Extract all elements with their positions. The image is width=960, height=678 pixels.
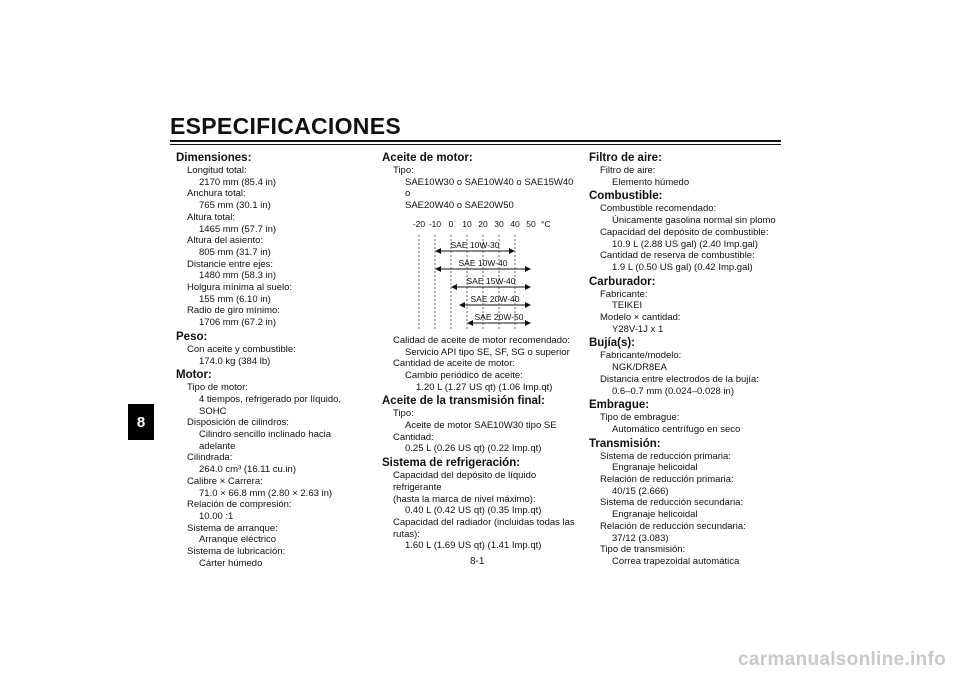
spec-label: rutas): xyxy=(393,528,420,540)
spec-value: SAE10W30 o SAE10W40 o SAE15W40 o xyxy=(405,176,574,200)
spec-value: Arranque eléctrico xyxy=(199,534,277,546)
column-3 xyxy=(589,150,789,568)
spec-value: 264.0 cm³ (16.11 cu.in) xyxy=(199,464,296,476)
spec-label: Tipo: xyxy=(393,408,414,420)
spec-value: 1.20 L (1.27 US qt) (1.06 Imp.qt) xyxy=(416,381,553,393)
spec-label: Tipo de transmisión: xyxy=(600,544,686,556)
arrow-left-icon xyxy=(435,248,441,254)
spec-value: 1465 mm (57.7 in) xyxy=(199,223,277,235)
arrow-right-icon xyxy=(525,284,531,290)
spec-value: 71.0 × 66.8 mm (2.80 × 2.63 in) xyxy=(199,487,333,499)
spec-value: 37/12 (3.083) xyxy=(612,532,669,544)
tick-label: 30 xyxy=(494,218,504,229)
spec-label: Capacidad del radiador (incluidas todas las xyxy=(393,516,575,528)
tick-label: 0 xyxy=(448,218,454,229)
section-tab xyxy=(128,404,154,440)
spec-label: Sistema de reducción secundaria: xyxy=(600,497,744,509)
spec-value: 174.0 kg (384 lb) xyxy=(199,355,271,367)
spec-value: Aceite de motor SAE10W30 tipo SE xyxy=(405,420,557,432)
series-label: SAE 10W-30 xyxy=(450,239,500,250)
spec-value: 10.9 L (2.88 US gal) (2.40 Imp.gal) xyxy=(612,238,758,250)
spec-label: Radio de giro mínimo: xyxy=(187,305,280,317)
spec-value: TEIKEI xyxy=(612,300,643,312)
watermark: carmanualsonline.info xyxy=(738,649,946,670)
series-label: SAE 20W-50 xyxy=(474,311,524,322)
arrow-right-icon xyxy=(525,302,531,308)
spec-label: Sistema de reducción primaria: xyxy=(600,450,731,462)
spec-label: (hasta la marca de nivel máximo): xyxy=(393,493,536,505)
spec-label: Cilindrada: xyxy=(187,452,233,464)
spec-label: Disposición de cilindros: xyxy=(187,417,289,429)
heading-bujia: Bujía(s): xyxy=(589,337,635,350)
spec-label: Capacidad del depósito de combustible: xyxy=(600,226,769,238)
spec-label: Distancie entre ejes: xyxy=(187,258,274,270)
spec-value: 40/15 (2.666) xyxy=(612,485,669,497)
spec-value: Y28V-1J x 1 xyxy=(612,323,664,335)
heading-aceite-motor: Aceite de motor: xyxy=(382,152,473,164)
spec-label: Distancia entre electrodos de la bujía: xyxy=(600,373,759,385)
spec-label: Calibre × Carrera: xyxy=(187,475,263,487)
spec-label: Calidad de aceite de motor recomendado: xyxy=(393,334,570,346)
spec-value: Cilindro sencillo inclinado hacia adelante xyxy=(199,429,332,452)
spec-value: 765 mm (30.1 in) xyxy=(199,200,271,212)
arrow-right-icon xyxy=(509,248,515,254)
arrow-left-icon xyxy=(435,266,441,272)
heading-peso: Peso: xyxy=(176,330,208,343)
tick-label: 10 xyxy=(462,218,472,229)
heading-combustible: Combustible: xyxy=(589,190,663,203)
title-rule xyxy=(170,140,781,142)
spec-value: 1.9 L (0.50 US gal) (0.42 Imp.gal) xyxy=(612,261,753,273)
spec-label: Tipo de embrague: xyxy=(600,412,680,424)
arrow-left-icon xyxy=(459,302,465,308)
spec-label: Tipo: xyxy=(393,165,414,176)
spec-value: 10.00 :1 xyxy=(199,510,234,522)
spec-value: Correa trapezoidal automática xyxy=(612,555,740,567)
heading-dimensiones: Dimensiones: xyxy=(176,152,252,164)
spec-value: 155 mm (6.10 in) xyxy=(199,293,271,305)
spec-value: Automático centrífugo en seco xyxy=(612,423,741,435)
section-number: 8 xyxy=(136,413,146,431)
heading-transmision: Transmisión: xyxy=(589,437,661,450)
spec-label: Fabricante: xyxy=(600,288,648,300)
spec-label: Anchura total: xyxy=(187,188,246,200)
spec-label: Altura del asiento: xyxy=(187,235,264,247)
spec-label: Fabricante/modelo: xyxy=(600,350,682,362)
series-label: SAE 15W-40 xyxy=(466,275,516,286)
spec-label: Combustible recomendado: xyxy=(600,203,717,215)
tick-label: -10 xyxy=(428,218,442,229)
page-number: 8-1 xyxy=(470,556,485,567)
heading-motor: Motor: xyxy=(176,369,212,382)
spec-label: Cantidad de reserva de combustible: xyxy=(600,250,755,262)
spec-label: Con aceite y combustible: xyxy=(187,343,296,355)
heading-embrague: Embrague: xyxy=(589,399,650,412)
spec-value: Engranaje helicoidal xyxy=(612,462,698,474)
spec-value: Únicamente gasolina normal sin plomo xyxy=(612,215,776,227)
arrow-left-icon xyxy=(451,284,457,290)
spec-value: 0.6–0.7 mm (0.024–0.028 in) xyxy=(612,385,734,397)
tick-label: -20 xyxy=(412,218,426,229)
tick-label: 20 xyxy=(478,218,488,229)
column-1 xyxy=(176,150,366,570)
spec-label: Filtro de aire: xyxy=(600,165,656,176)
spec-label: Relación de reducción secundaria: xyxy=(600,520,746,532)
spec-value: Servicio API tipo SE, SF, SG o superior xyxy=(405,346,570,358)
arrow-left-icon xyxy=(467,320,473,326)
spec-label: Sistema de arranque: xyxy=(187,522,278,534)
spec-value: 1706 mm (67.2 in) xyxy=(199,317,277,329)
oil-viscosity-svg xyxy=(387,215,577,333)
title-rule-thin xyxy=(170,144,781,145)
tick-label: 40 xyxy=(510,218,520,229)
spec-label: Altura total: xyxy=(187,211,236,223)
spec-label: Relación de reducción primaria: xyxy=(600,474,734,486)
oil-viscosity-chart xyxy=(387,215,577,333)
heading-aceite-transmision: Aceite de la transmisión final: xyxy=(382,395,545,408)
spec-value: 0.40 L (0.42 US qt) (0.35 Imp.qt) xyxy=(405,505,542,517)
spec-label: Modelo × cantidad: xyxy=(600,312,681,324)
spec-value: 1480 mm (58.3 in) xyxy=(199,270,277,282)
column-2 xyxy=(382,150,580,552)
arrow-right-icon xyxy=(525,266,531,272)
page-title: ESPECIFICACIONES xyxy=(170,113,402,139)
unit-label: °C xyxy=(541,218,551,229)
spec-value: 0.25 L (0.26 US qt) (0.22 Imp.qt) xyxy=(405,443,542,455)
spec-value: 1.60 L (1.69 US qt) (1.41 Imp.qt) xyxy=(405,540,542,552)
spec-value: 2170 mm (85.4 in) xyxy=(199,176,277,188)
spec-value: SAE20W40 o SAE20W50 xyxy=(405,200,514,212)
arrow-right-icon xyxy=(525,320,531,326)
spec-label: Cambio periódico de aceite: xyxy=(405,369,523,381)
series-label: SAE 20W-40 xyxy=(470,293,520,304)
spec-value: Cárter húmedo xyxy=(199,557,263,569)
spec-label: Sistema de lubricación: xyxy=(187,546,286,558)
spec-label: Cantidad: xyxy=(393,431,434,443)
heading-refrigeracion: Sistema de refrigeración: xyxy=(382,457,521,470)
spec-value: 805 mm (31.7 in) xyxy=(199,246,271,258)
heading-filtro: Filtro de aire: xyxy=(589,152,662,164)
spec-label: Relación de compresión: xyxy=(187,499,292,511)
spec-label: Holgura mínima al suelo: xyxy=(187,282,293,294)
spec-value: Engranaje helicoidal xyxy=(612,509,698,521)
spec-value: NGK/DR8EA xyxy=(612,362,667,374)
spec-label: Tipo de motor: xyxy=(187,382,248,394)
heading-carburador: Carburador: xyxy=(589,275,656,288)
spec-value: Elemento húmedo xyxy=(612,176,690,188)
spec-label: Capacidad del depósito de líquido refrigerante xyxy=(393,470,537,493)
series-label: SAE 10W-40 xyxy=(458,257,508,268)
spec-value: 4 tiempos, refrigerado por líquido, SOHC xyxy=(199,393,342,417)
tick-label: 50 xyxy=(526,218,536,229)
spec-label: Cantidad de aceite de motor: xyxy=(393,358,515,370)
spec-label: Longitud total: xyxy=(187,165,247,176)
